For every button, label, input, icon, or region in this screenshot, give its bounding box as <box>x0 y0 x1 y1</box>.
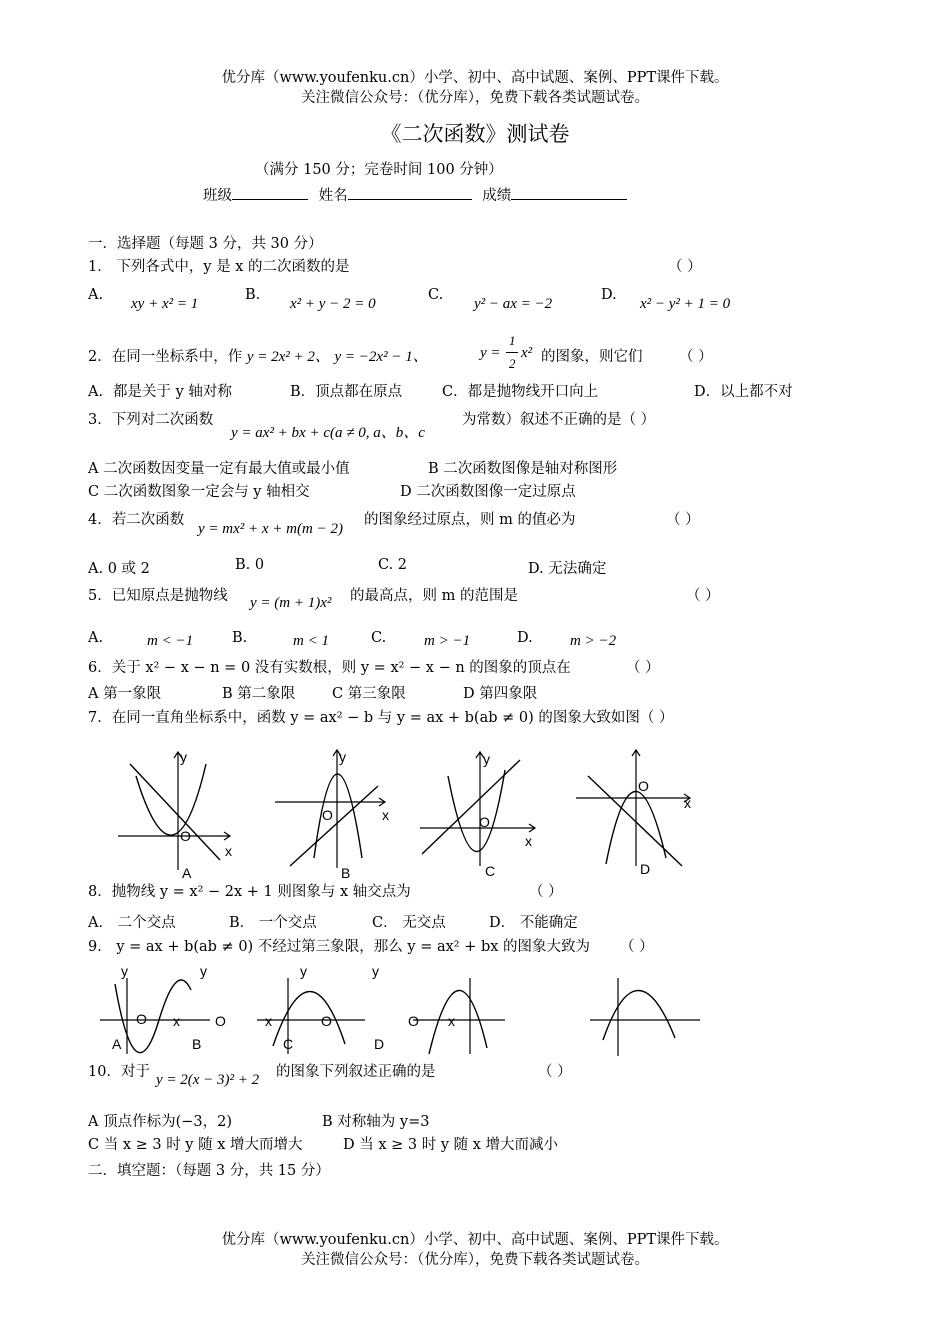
q4-expr: y = mx² + x + m(m − 2) <box>198 521 343 537</box>
q2-f3a: y = <box>480 345 501 361</box>
q1-option-d: x² − y² + 1 = 0 <box>640 296 731 312</box>
q10-stem: 10．对于 <box>88 1064 150 1080</box>
q7-graph-d[interactable] <box>576 750 691 877</box>
q7-stem: 7．在同一直角坐标系中，函数 y = ax² − b 与 y = ax + b(ab ≠ 0) 的图象大致如图（ ） <box>88 710 674 726</box>
q10-option-c: C 当 x ≥ 3 时 y 随 x 增大而增大 <box>88 1137 303 1153</box>
q5-option-c: m > −1 <box>424 633 471 649</box>
q1-option-b-label: B. <box>245 287 261 303</box>
q9-c-y-label: y <box>300 963 307 979</box>
q7-a-option: A <box>182 865 192 880</box>
q7-a-parabola <box>136 764 206 835</box>
q4-post: 的图象经过原点，则 m 的值必为 <box>364 512 576 528</box>
q6-option-a: A 第一象限 <box>88 686 162 702</box>
q7-c-line <box>422 760 520 854</box>
q9-d-option: D <box>374 1036 385 1052</box>
q2-frac-num: 1 <box>509 333 516 348</box>
q2-f3b: x² <box>521 345 533 361</box>
q7-d-option: D <box>640 861 651 877</box>
q5-stem: 5．已知原点是抛物线 <box>88 588 228 604</box>
q5-paren: （ ） <box>686 588 720 604</box>
q3-post: 为常数）叙述不正确的是（ ） <box>462 412 656 428</box>
q6-option-c: C 第三象限 <box>332 686 406 702</box>
q4-option-b: B. 0 <box>235 557 265 573</box>
q10-expr: y = 2(x − 3)² + 2 <box>156 1072 260 1088</box>
q5-post: 的最高点，则 m 的范围是 <box>350 588 518 604</box>
q9-a-x-label: x <box>173 1013 180 1029</box>
q5-option-b: m < 1 <box>293 633 329 649</box>
q1-option-c: y² − ax = −2 <box>474 296 553 312</box>
q5-option-d-label: D. <box>517 630 533 646</box>
q7-c-origin: O <box>479 814 490 830</box>
q7-graph-c[interactable] <box>420 751 535 879</box>
q7-b-x-label: x <box>382 807 389 823</box>
q4-stem: 4．若二次函数 <box>88 512 185 528</box>
q10-option-d: D 当 x ≥ 3 时 y 随 x 增大而减小 <box>343 1137 559 1153</box>
q2-frac-bar <box>506 352 518 353</box>
q2-stem <box>88 345 428 366</box>
q9-d-x-label: x <box>448 1013 455 1029</box>
q10-post: 的图象下列叙述正确的是 <box>276 1064 436 1080</box>
q1-paren: （ ） <box>668 259 702 275</box>
q4-option-a: A. 0 或 2 <box>88 561 150 577</box>
section-2-heading: 二．填空题：（每题 3 分，共 15 分） <box>88 1163 330 1179</box>
q9-c-origin: O <box>321 1013 332 1029</box>
q1-option-a-label: A. <box>88 287 104 303</box>
q5-option-a-label: A. <box>88 630 104 646</box>
q3-option-a: A 二次函数因变量一定有最大值或最小值 <box>88 461 350 477</box>
q7-c-y-label: y <box>483 751 490 767</box>
q7-a-origin: O <box>180 828 191 844</box>
q5-option-b-label: B. <box>232 630 248 646</box>
q1-option-a: xy + x² = 1 <box>131 296 199 312</box>
q5-expr: y = (m + 1)x² <box>250 595 332 611</box>
q9-graph-extra <box>590 978 700 1056</box>
q3-option-c: C 二次函数图象一定会与 y 轴相交 <box>88 484 310 500</box>
q7-b-y-label: y <box>339 749 346 765</box>
q9-stem: 9． y = ax + b(ab ≠ 0) 不经过第三象限，那么 y = ax² + bx 的图象大致为 <box>88 939 591 955</box>
q7-d-origin: O <box>638 778 649 794</box>
q2-option-c: C．都是抛物线开口向上 <box>442 384 599 400</box>
q7-d-line <box>588 776 682 866</box>
q9-graph-d[interactable] <box>372 963 505 1054</box>
q2-frac-den: 2 <box>509 356 516 371</box>
name-label: 姓名 <box>318 188 348 204</box>
q7-b-origin: O <box>322 807 333 823</box>
q2-option-d: D．以上都不对 <box>694 384 793 400</box>
class-blank[interactable] <box>232 184 308 200</box>
footer-line-1: 优分库（www.youfenku.cn）小学、初中、高中试题、案例、PPT课件下载。 <box>221 1232 729 1248</box>
q5-option-a: m < −1 <box>147 633 194 649</box>
header-line-1: 优分库（www.youfenku.cn）小学、初中、高中试题、案例、PPT课件下载。 <box>221 70 729 86</box>
q9-a-y-label: y <box>121 963 128 979</box>
subtitle: （满分 150 分；完卷时间 100 分钟） <box>255 162 503 178</box>
q7-graphs <box>100 740 720 880</box>
q7-c-x-label: x <box>525 833 532 849</box>
q7-a-y-label: y <box>180 749 187 765</box>
q9-e-curve <box>603 990 675 1040</box>
q10-option-a: A 顶点作标为(−3，2) <box>88 1114 232 1130</box>
q8-option-b: B． 一个交点 <box>229 915 317 931</box>
q4-paren: （ ） <box>666 512 700 528</box>
q5-option-c-label: C. <box>371 630 387 646</box>
q9-c-option: C <box>283 1036 294 1052</box>
q6-option-d: D 第四象限 <box>463 686 538 702</box>
q7-a-x-label: x <box>225 843 232 859</box>
q10-paren: （ ） <box>538 1064 572 1080</box>
score-blank[interactable] <box>511 184 627 200</box>
q8-option-c: C． 无交点 <box>372 915 446 931</box>
q2-paren: （ ） <box>679 349 713 365</box>
q7-a-line <box>130 764 220 860</box>
q7-graph-a[interactable] <box>118 749 232 880</box>
q2-pre: 2．在同一坐标系中，作 <box>88 349 243 365</box>
q1-option-d-label: D. <box>601 287 617 303</box>
q4-option-c: C. 2 <box>378 557 408 573</box>
q9-graph-b[interactable] <box>192 963 226 1052</box>
score-label: 成绩 <box>482 188 512 204</box>
q9-graphs <box>95 960 705 1060</box>
q10-option-b: B 对称轴为 y=3 <box>322 1114 430 1130</box>
q7-d-x-label: x <box>684 795 691 811</box>
q8-paren: （ ） <box>529 884 563 900</box>
q8-option-a: A． 二个交点 <box>88 915 176 931</box>
q7-b-line <box>290 786 378 866</box>
q9-b-option: B <box>192 1036 202 1052</box>
q7-c-option: C <box>485 863 496 879</box>
q9-a-option: A <box>112 1036 122 1052</box>
q8-stem: 8．抛物线 y = x² − 2x + 1 则图象与 x 轴交点为 <box>88 884 411 900</box>
q9-b-y-label: y <box>200 963 207 979</box>
q9-d-origin: O <box>408 1013 419 1029</box>
q3-expr: y = ax² + bx + c(a ≠ 0, a、b、c <box>231 425 425 441</box>
q6-option-b: B 第二象限 <box>222 686 296 702</box>
q4-option-d: D. 无法确定 <box>528 561 607 577</box>
q6-paren: （ ） <box>626 660 660 676</box>
q7-b-option: B <box>341 865 351 880</box>
q9-b-origin: O <box>215 1013 226 1029</box>
q5-option-d: m > −2 <box>570 633 617 649</box>
q2-f1: y = 2x² + 2、 <box>246 349 330 365</box>
student-info <box>203 184 627 205</box>
q3-option-b: B 二次函数图像是轴对称图形 <box>428 461 618 477</box>
name-blank[interactable] <box>348 184 472 200</box>
q9-paren: （ ） <box>620 939 654 955</box>
class-label: 班级 <box>203 188 232 204</box>
q2-post: 的图象，则它们 <box>541 349 643 365</box>
q9-d-y-label: y <box>372 963 379 979</box>
q2-option-b: B．顶点都在原点 <box>290 384 403 400</box>
q1-stem: 1． 下列各式中，y 是 x 的二次函数的是 <box>88 259 350 275</box>
q7-graph-b[interactable] <box>275 749 389 880</box>
q8-option-d: D． 不能确定 <box>489 915 578 931</box>
q9-graph-c[interactable] <box>257 963 365 1054</box>
section-1-heading: 一．选择题（每题 3 分，共 30 分） <box>88 236 323 252</box>
q6-stem: 6．关于 x² − x − n = 0 没有实数根，则 y = x² − x − n 的图象的顶点在 <box>88 660 571 676</box>
q1-option-c-label: C. <box>428 287 444 303</box>
q2-option-a: A．都是关于 y 轴对称 <box>88 384 232 400</box>
q9-a-origin: O <box>136 1011 147 1027</box>
q2-f2: y = −2x² − 1、 <box>334 349 428 365</box>
footer-line-2: 关注微信公众号：（优分库），免费下载各类试题试卷。 <box>301 1252 649 1268</box>
header-line-2: 关注微信公众号：（优分库），免费下载各类试题试卷。 <box>301 90 649 106</box>
q1-option-b: x² + y − 2 = 0 <box>290 296 376 312</box>
page-title: 《二次函数》测试卷 <box>380 122 570 146</box>
q9-d-curve <box>429 990 487 1054</box>
q3-option-d: D 二次函数图像一定过原点 <box>400 484 576 500</box>
q3-stem: 3．下列对二次函数 <box>88 412 214 428</box>
q9-c-x-label: x <box>265 1013 272 1029</box>
